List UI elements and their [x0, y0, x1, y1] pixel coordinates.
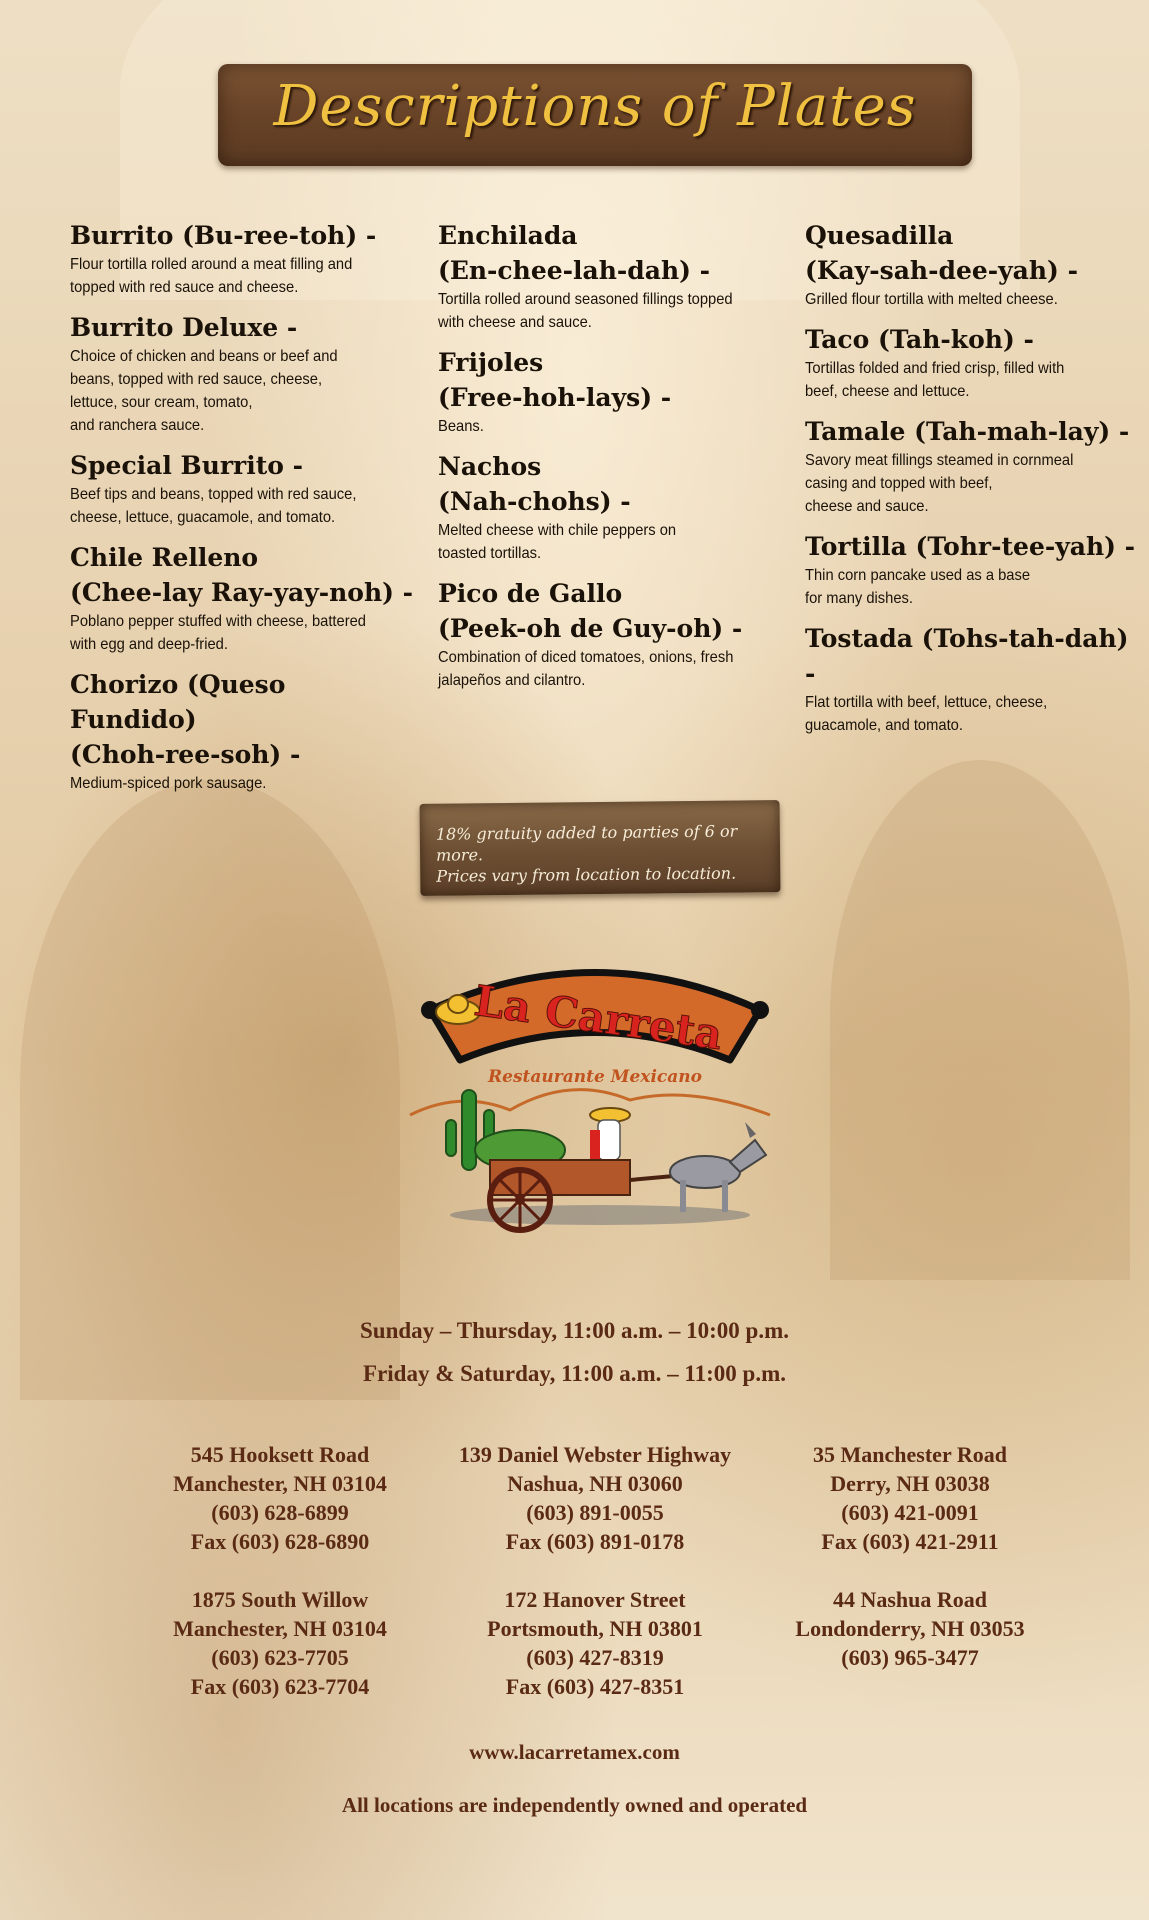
location-fax: Fax (603) 623-7704 — [190, 1674, 370, 1699]
menu-item-title: Enchilada (En-chee-lah-dah) - — [438, 221, 711, 285]
menu-item — [70, 448, 420, 529]
menu-item-title: Chile Relleno (Chee-lay Ray-yay-noh) - — [70, 543, 414, 607]
gratuity-sign — [420, 800, 781, 896]
menu-item-title: Burrito Deluxe - — [70, 313, 298, 342]
menu-item-title: Burrito (Bu-ree-toh) - — [70, 221, 377, 250]
rider-icon — [590, 1108, 630, 1160]
logo-tagline: Restaurante Mexicano — [488, 1067, 702, 1087]
menu-item-title: Quesadilla (Kay-sah-dee-yah) - — [805, 221, 1078, 285]
location-fax: Fax (603) 427-8351 — [505, 1674, 685, 1699]
location-city: Nashua, NH 03060 — [507, 1471, 683, 1496]
menu-item-title: Taco (Tah-koh) - — [805, 325, 1034, 354]
menu-column-2 — [438, 218, 788, 703]
menu-item — [438, 576, 788, 692]
location-hooksett — [120, 1440, 440, 1556]
donkey-icon — [670, 1122, 766, 1212]
menu-item-title: Chorizo (Queso Fundido) (Choh-ree-soh) - — [70, 670, 301, 769]
location-south-willow — [120, 1585, 440, 1701]
menu-column-1 — [70, 218, 420, 806]
location-fax: Fax (603) 891-0178 — [505, 1529, 685, 1554]
hours-weekday: Sunday – Thursday, 11:00 a.m. – 10:00 p.m. — [359, 1318, 789, 1343]
menu-item — [438, 449, 788, 565]
menu-item — [805, 322, 1145, 403]
background-arch-left — [20, 780, 400, 1400]
location-street: 1875 South Willow — [191, 1587, 369, 1612]
location-derry — [750, 1440, 1070, 1556]
menu-column-3 — [805, 218, 1145, 748]
menu-item-description: Savory meat fillings steamed in cornmeal casing and topped with beef, cheese and sauce. — [805, 452, 1074, 515]
sign-text — [436, 820, 777, 887]
menu-item — [70, 667, 420, 795]
la-carreta-logo — [400, 950, 790, 1240]
location-street: 545 Hooksett Road — [190, 1442, 370, 1467]
menu-item-description: Choice of chicken and beans or beef and beans, topped with red sauce, cheese, lettuce, sour cream, tomato, and ranchera sauce. — [70, 348, 338, 434]
menu-item — [805, 529, 1145, 610]
background-arch-right — [830, 760, 1130, 1280]
sign-line-gratuity: 18% gratuity added to parties of 6 or more. — [435, 821, 738, 865]
menu-item-description: Beef tips and beans, topped with red sauce, cheese, lettuce, guacamole, and tomato. — [70, 486, 357, 526]
menu-item-description: Poblano pepper stuffed with cheese, battered with egg and deep-fried. — [70, 613, 366, 653]
menu-item-description: Medium-spiced pork sausage. — [70, 775, 267, 792]
location-phone: (603) 628-6899 — [211, 1500, 349, 1525]
location-street: 44 Nashua Road — [832, 1587, 988, 1612]
menu-item-description: Melted cheese with chile peppers on toasted tortillas. — [438, 522, 677, 562]
menu-item-description: Tortilla rolled around seasoned fillings topped with cheese and sauce. — [438, 291, 733, 331]
location-city: Manchester, NH 03104 — [173, 1616, 387, 1641]
sign-line-prices: Prices vary from location to location. — [436, 863, 737, 886]
menu-item-description: Combination of diced tomatoes, onions, fresh jalapeños and cilantro. — [438, 649, 734, 689]
menu-item — [438, 218, 788, 334]
location-fax: Fax (603) 628-6890 — [190, 1529, 370, 1554]
menu-item-title: Pico de Gallo (Peek-oh de Guy-oh) - — [438, 579, 743, 643]
menu-item — [438, 345, 788, 438]
menu-item-title: Special Burrito - — [70, 451, 304, 480]
menu-item-description: Thin corn pancake used as a base for many dishes. — [805, 567, 1031, 607]
website-link[interactable]: www.lacarretamex.com — [469, 1740, 680, 1764]
menu-item — [805, 414, 1145, 518]
location-street: 139 Daniel Webster Highway — [458, 1442, 732, 1467]
location-city: Londonderry, NH 03053 — [795, 1616, 1025, 1641]
menu-item-description: Flour tortilla rolled around a meat filling and topped with red sauce and cheese. — [70, 256, 353, 296]
location-nashua — [435, 1440, 755, 1556]
location-city: Derry, NH 03038 — [830, 1471, 990, 1496]
location-street: 35 Manchester Road — [813, 1442, 1007, 1467]
menu-item-title: Nachos (Nah-chohs) - — [438, 452, 631, 516]
location-fax: Fax (603) 421-2911 — [821, 1529, 999, 1554]
location-phone: (603) 965-3477 — [841, 1645, 979, 1670]
page-title: Descriptions of Plates — [273, 74, 917, 139]
location-phone: (603) 623-7705 — [211, 1645, 349, 1670]
menu-item — [805, 218, 1145, 311]
menu-item-title: Tortilla (Tohr-tee-yah) - — [805, 532, 1136, 561]
location-street: 172 Hanover Street — [504, 1587, 686, 1612]
menu-item — [70, 218, 420, 299]
location-city: Manchester, NH 03104 — [173, 1471, 387, 1496]
location-phone: (603) 891-0055 — [526, 1500, 664, 1525]
menu-item-title: Frijoles (Free-hoh-lays) - — [438, 348, 672, 412]
location-portsmouth — [435, 1585, 755, 1701]
logo-name: La Carreta — [471, 975, 726, 1060]
menu-item-description: Beans. — [438, 418, 484, 435]
menu-item-title: Tostada (Tohs-tah-dah) - — [805, 624, 1129, 688]
hours-weekend: Friday & Saturday, 11:00 a.m. – 11:00 p.m. — [363, 1361, 786, 1386]
menu-item-description: Tortillas folded and fried crisp, filled with beef, cheese and lettuce. — [805, 360, 1065, 400]
menu-item-description: Flat tortilla with beef, lettuce, cheese, guacamole, and tomato. — [805, 694, 1048, 734]
menu-item — [70, 310, 420, 437]
menu-item — [805, 621, 1145, 737]
menu-item — [70, 540, 420, 656]
location-city: Portsmouth, NH 03801 — [487, 1616, 703, 1641]
location-londonderry — [750, 1585, 1070, 1672]
menu-item-title: Tamale (Tah-mah-lay) - — [805, 417, 1130, 446]
title-banner — [218, 64, 972, 166]
menu-item-description: Grilled flour tortilla with melted cheese. — [805, 291, 1058, 308]
location-phone: (603) 421-0091 — [841, 1500, 979, 1525]
ownership-note: All locations are independently owned and operated — [341, 1793, 808, 1817]
location-phone: (603) 427-8319 — [526, 1645, 664, 1670]
